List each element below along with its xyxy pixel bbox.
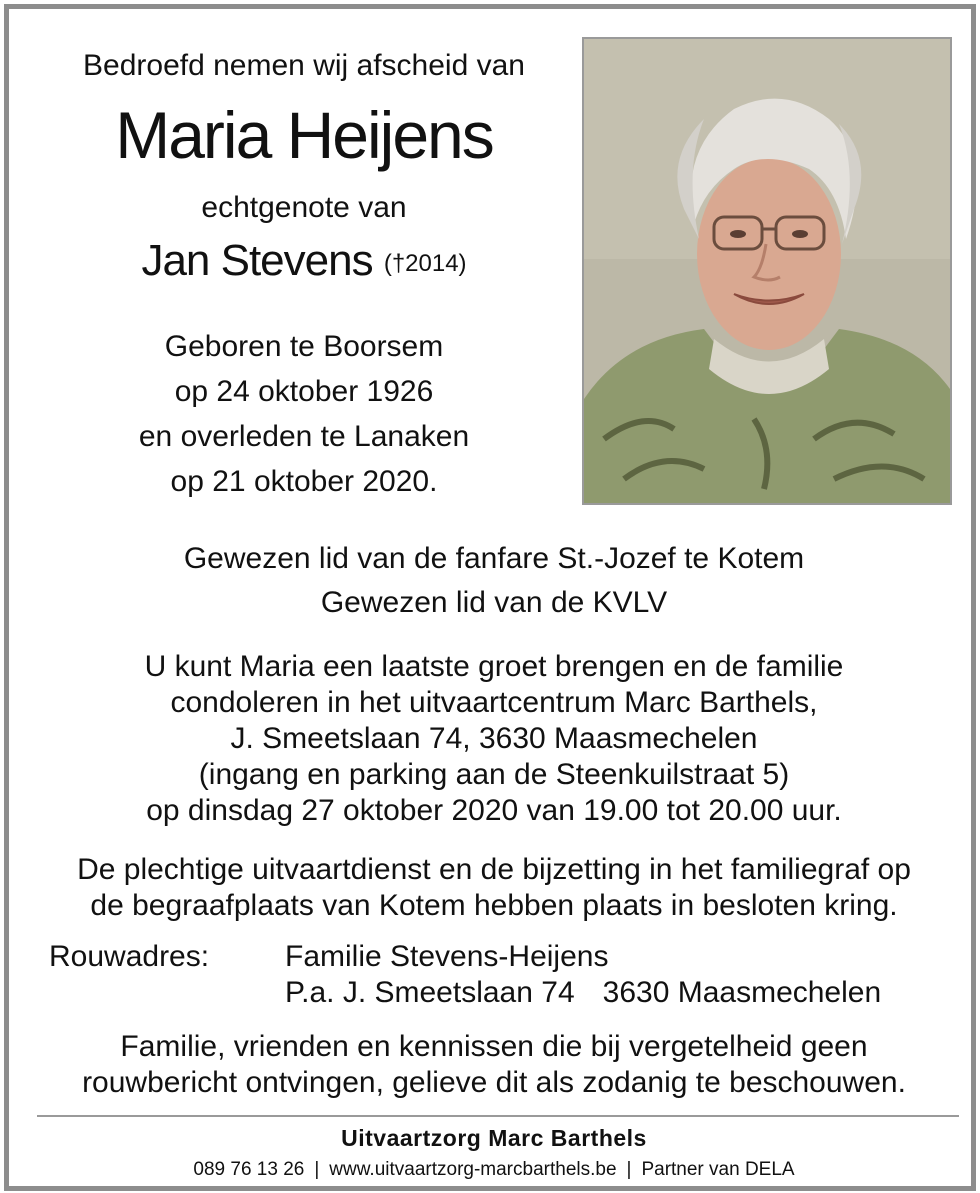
separator: |: [626, 1159, 632, 1180]
mourning-address-street: P.a. J. Smeetslaan 74: [285, 976, 575, 1009]
website-link[interactable]: www.uitvaartzorg-marcbarthels.be: [329, 1159, 617, 1180]
company-name: Uitvaartzorg Marc Barthels: [341, 1125, 647, 1151]
portrait-photo: [582, 37, 952, 505]
closing-note: [39, 1029, 949, 1101]
death-date: op 21 oktober 2020.: [170, 465, 438, 498]
visitation-line: U kunt Maria een laatste groet brengen en de familie: [144, 650, 844, 683]
closing-line: Familie, vrienden en kennissen die bij vergetelheid geen: [120, 1030, 868, 1063]
visitation-line: op dinsdag 27 oktober 2020 van 19.00 tot 20.00 uur.: [146, 794, 842, 827]
visitation-line: J. Smeetslaan 74, 3630 Maasmechelen: [230, 722, 758, 755]
spouse-intro: echtgenote van: [201, 191, 407, 224]
memberships: [39, 537, 949, 625]
partner-text: Partner van DELA: [641, 1159, 795, 1180]
mourning-address-label: Rouwadres:: [49, 940, 210, 973]
membership-fanfare: Gewezen lid van de fanfare St.-Jozef te Kotem: [183, 542, 805, 575]
deceased-name: Maria Heijens: [115, 98, 493, 172]
phone-number[interactable]: 089 76 13 26: [193, 1159, 305, 1180]
portrait-illustration: [584, 39, 950, 503]
spouse-death-year: (†2014): [383, 250, 467, 277]
service-line: de begraafplaats van Kotem hebben plaats in besloten kring.: [90, 889, 898, 922]
life-details: [39, 324, 569, 504]
spouse-name: Jan Stevens: [141, 236, 373, 285]
contact-line: [39, 1159, 949, 1181]
membership-kvlv: Gewezen lid van de KVLV: [320, 586, 668, 619]
mourning-address-lines: [285, 939, 881, 1011]
visitation-info: [39, 649, 949, 829]
closing-line: rouwbericht ontvingen, gelieve dit als zodanig te beschouwen.: [82, 1066, 906, 1099]
mourning-address-city: 3630 Maasmechelen: [602, 976, 882, 1009]
mourning-address-street-line: [285, 975, 881, 1011]
service-info: [39, 852, 949, 924]
birth-date: op 24 oktober 1926: [174, 375, 434, 408]
footer-divider: [37, 1115, 959, 1117]
separator: |: [314, 1159, 320, 1180]
death-place: en overleden te Lanaken: [138, 420, 470, 453]
intro-text: Bedroefd nemen wij afscheid van: [83, 49, 525, 82]
service-line: De plechtige uitvaartdienst en de bijzetting in het familiegraf op: [77, 853, 911, 886]
notice-frame: [4, 4, 976, 1191]
spouse-line: [39, 236, 569, 286]
mourning-address-family: Familie Stevens-Heijens: [285, 940, 609, 973]
birth-place: Geboren te Boorsem: [164, 330, 444, 363]
visitation-line: condoleren in het uitvaartcentrum Marc Barthels,: [170, 686, 818, 719]
visitation-line: (ingang en parking aan de Steenkuilstraat 5): [198, 758, 790, 791]
